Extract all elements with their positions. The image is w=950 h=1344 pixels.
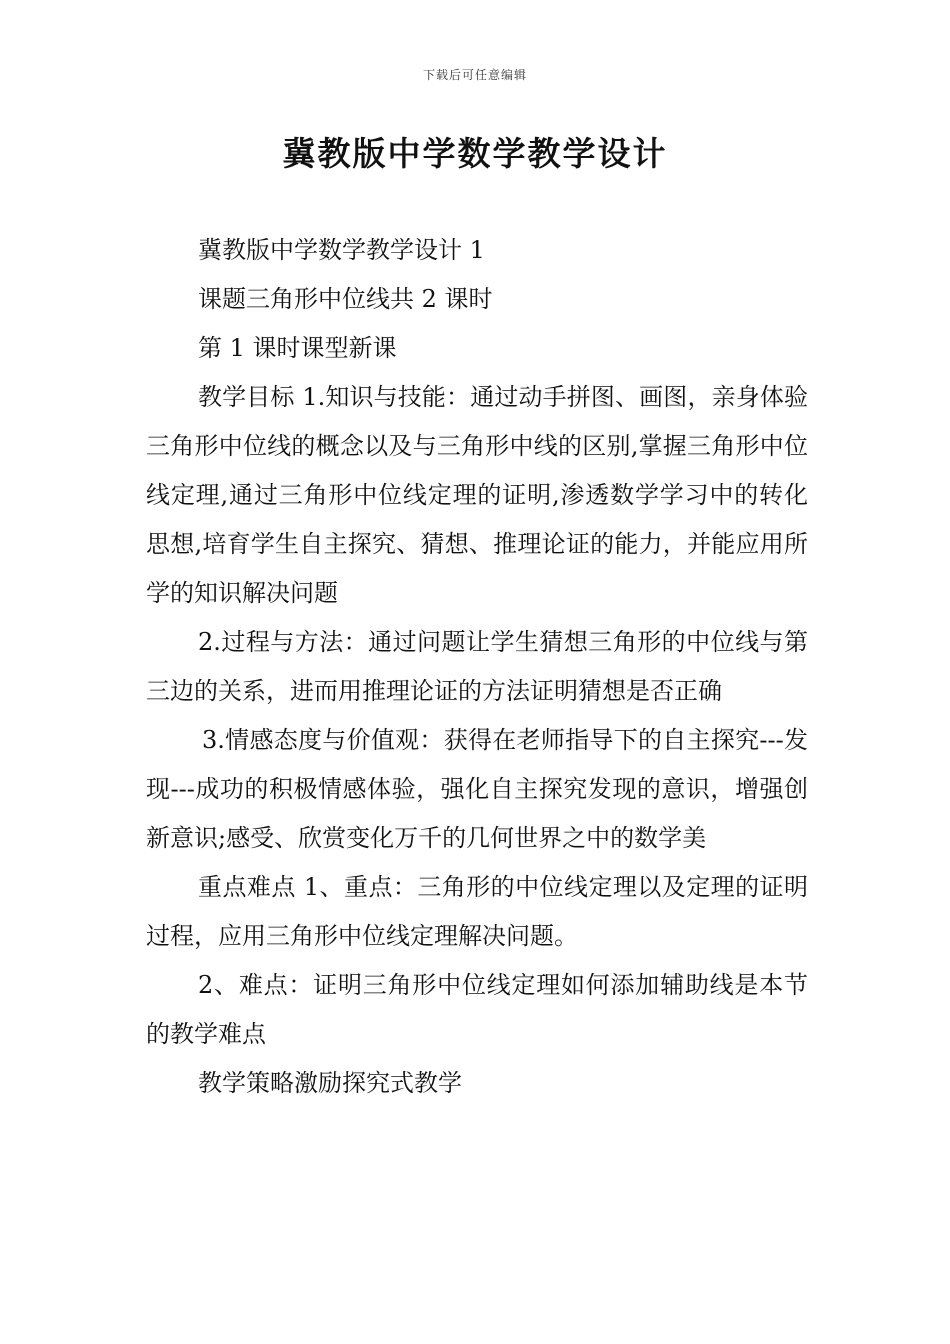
paragraph-lesson-topic: 课题三角形中位线共 2 课时 [198, 285, 493, 313]
download-note: 下载后可任意编辑 [422, 68, 527, 82]
paragraph-teaching-strategy: 教学策略激励探究式教学 [198, 1069, 462, 1097]
paragraph-lesson-type: 第 1 课时课型新课 [198, 334, 397, 362]
paragraph-key-point: 重点难点 1、重点：三角形的中位线定理以及定理的证明过程，应用三角形中位线定理解决问题。 [146, 873, 808, 950]
paragraph-difficult-point: 2、难点：证明三角形中位线定理如何添加辅助线是本节的教学难点 [146, 971, 808, 1048]
paragraph-objective-knowledge: 教学目标 1.知识与技能：通过动手拼图、画图，亲身体验三角形中位线的概念以及与三角形中线的区别,掌握三角形中位线定理,通过三角形中位线定理的证明,渗透数学学习中的转化思想,培育学生自主探究、猜想、推理论证的能力，并能应用所学的知识解决问题 [146, 383, 808, 607]
document-title: 冀教版中学数学教学设计 [282, 134, 668, 173]
paragraph-objective-process: 2.过程与方法：通过问题让学生猜想三角形的中位线与第三边的关系，进而用推理论证的方法证明猜想是否正确 [146, 628, 808, 705]
document-body [146, 226, 808, 1108]
paragraph-design-heading: 冀教版中学数学教学设计 1 [198, 236, 485, 264]
paragraph-objective-attitude: 3.情感态度与价值观：获得在老师指导下的自主探究---发现---成功的积极情感体验，强化自主探究发现的意识，增强创新意识;感受、欣赏变化万千的几何世界之中的数学美 [146, 726, 808, 852]
